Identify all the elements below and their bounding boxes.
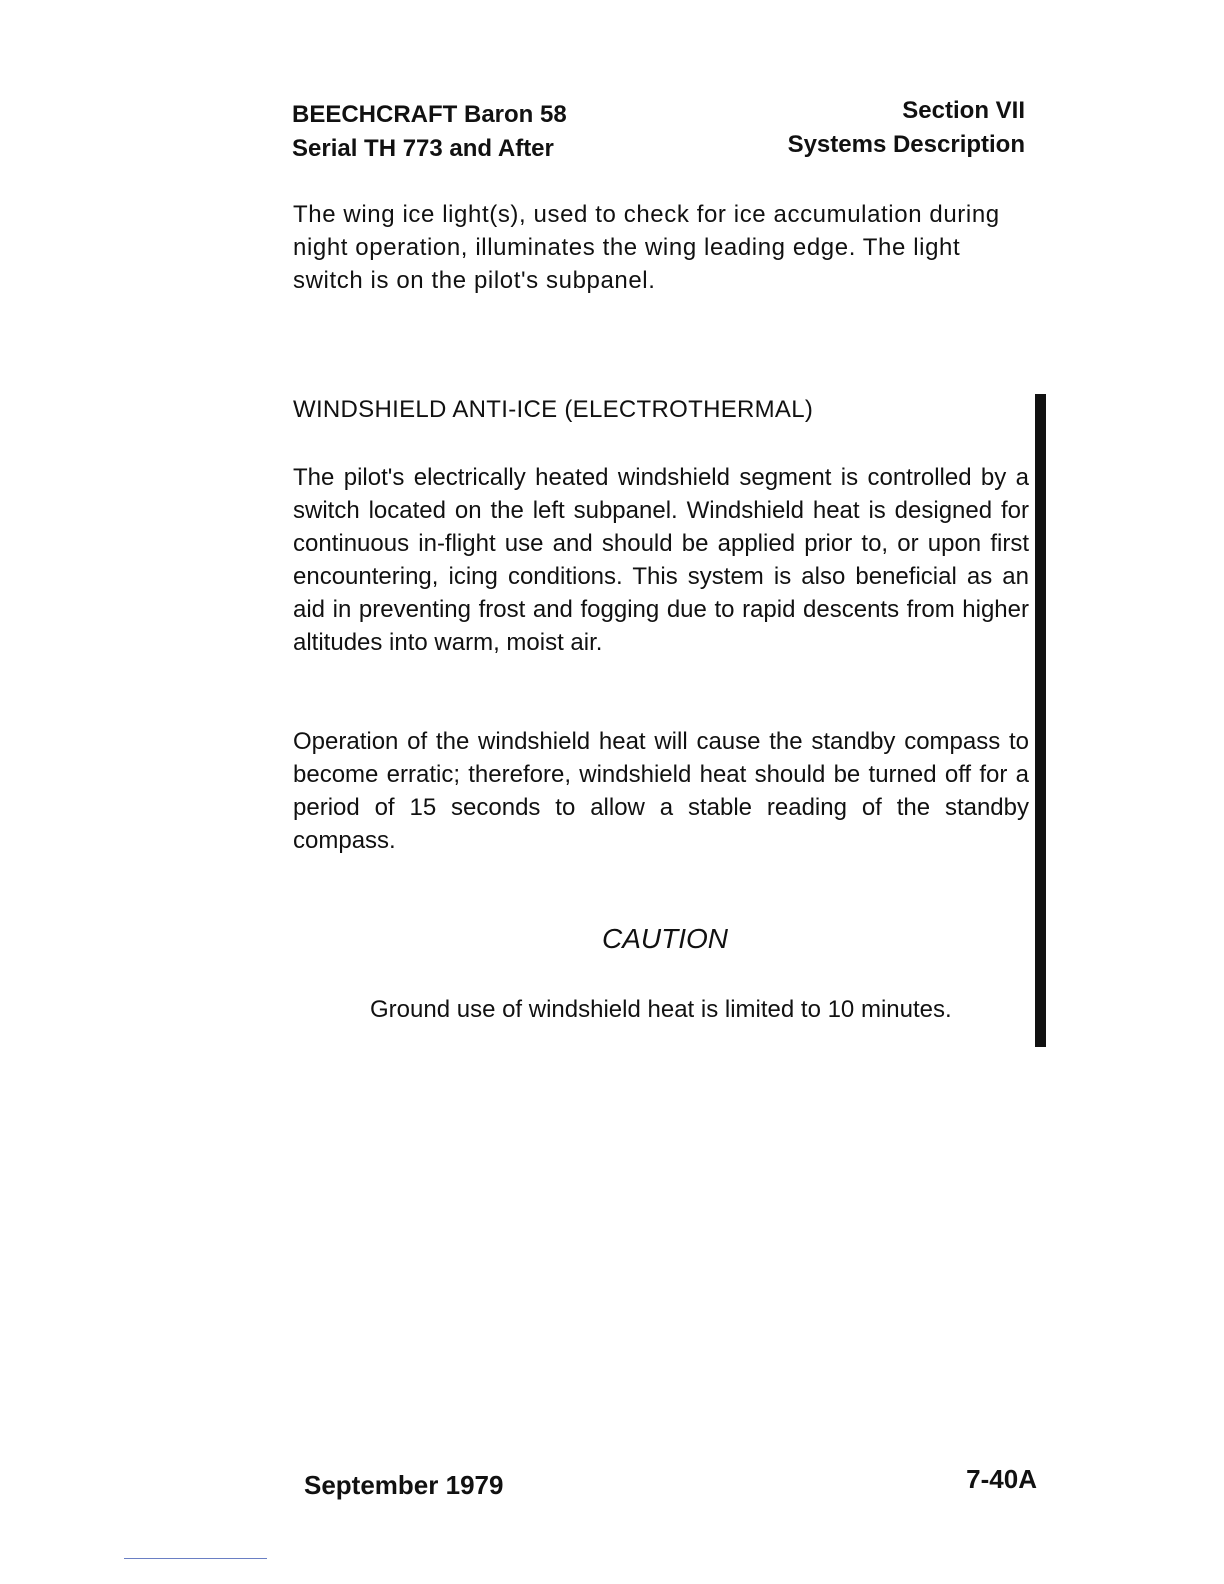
caution-text: Ground use of windshield heat is limited to 10 minutes. <box>370 996 952 1023</box>
manual-title: BEECHCRAFT Baron 58 <box>292 101 567 128</box>
section-title: Systems Description <box>787 131 1025 158</box>
bottom-rule <box>124 1558 267 1559</box>
section-number: Section VII <box>902 97 1025 124</box>
caution-title: CAUTION <box>602 923 728 954</box>
header-left <box>292 98 567 166</box>
serial-range: Serial TH 773 and After <box>292 135 554 162</box>
intro-paragraph: The wing ice light(s), used to check for ice accumulation during night operation, illuminates the wing leading edge. The light switch is on the pilot's subpanel. <box>293 201 1000 294</box>
body-paragraph: Operation of the windshield heat will cause the standby compass to become erratic; therefore, windshield heat should be turned off for a period of 15 seconds to allow a stable reading of the standby compass. <box>293 728 1029 854</box>
body-paragraph: The pilot's electrically heated windshield segment is controlled by a switch located on the left subpanel. Windshield heat is designed for continuous in-flight use and should be applied prior to, or upon first encountering, icing conditions. This system is also beneficial as an aid in preventing frost and fogging due to rapid descents from higher altitudes into warm, moist air. <box>293 464 1029 656</box>
header-right <box>788 94 1025 162</box>
section-heading: WINDSHIELD ANTI-ICE (ELECTROTHERMAL) <box>293 396 814 423</box>
footer-date: September 1979 <box>304 1470 504 1500</box>
page-number: 7-40A <box>966 1464 1037 1494</box>
